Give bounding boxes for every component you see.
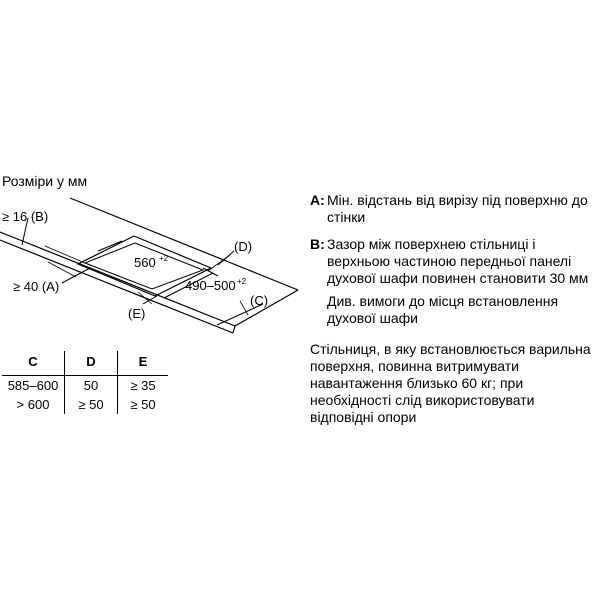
note-b-extra: Див. вимоги до місця встановлення духової шафи	[327, 293, 559, 326]
label-a: ≥ 40 (A)	[13, 279, 60, 294]
worktop-right-edge-lower	[233, 326, 235, 333]
table-cell: 585–600	[7, 378, 59, 393]
notes-panel	[310, 192, 600, 426]
note-a	[310, 192, 600, 226]
table-cell: > 600	[16, 397, 50, 412]
label-cutout-width: 560	[134, 255, 156, 270]
table-header-e: E	[118, 351, 169, 376]
table-header-d: D	[65, 351, 118, 376]
label-c: (C)	[250, 293, 269, 308]
note-b-key: B:	[310, 236, 325, 252]
worktop-back-edge	[70, 198, 298, 290]
table-cell: ≥ 50	[65, 395, 118, 414]
table-header-c: C	[2, 351, 65, 376]
table-row	[2, 376, 168, 396]
table-cell: 50	[65, 376, 118, 396]
label-cutout-depth: 490–500	[185, 278, 236, 293]
dim-b-extension	[45, 246, 92, 266]
table-cell: ≥ 35	[130, 378, 156, 393]
note-b-text: Зазор між поверхнею стільниці і верхньою частиною передньої панелі духової шафи повинен становити 30 мм	[327, 236, 589, 286]
note-worktop: Стільниця, в яку встановлюється варильна поверхня, повинна витримувати навантаження близько 60 кг; при необхідності слід використовувати відповідні опори	[310, 341, 591, 425]
dimensions-title: Розміри у мм	[2, 173, 88, 189]
note-b	[310, 236, 600, 287]
dim-d-extension	[208, 255, 230, 271]
dimensions-table	[2, 351, 168, 414]
table-row	[2, 395, 168, 414]
label-d: (D)	[234, 239, 253, 254]
label-e: (E)	[128, 306, 146, 321]
note-a-text: Мін. відстань від вирізу під поверхню до стінки	[327, 192, 588, 225]
label-cutout-depth-tolerance: +2	[237, 277, 247, 286]
label-cutout-width-tolerance: +2	[159, 254, 169, 263]
table-cell: ≥ 50	[130, 397, 156, 412]
label-b: ≥ 16 (B)	[2, 209, 49, 224]
note-a-key: A:	[310, 192, 325, 208]
